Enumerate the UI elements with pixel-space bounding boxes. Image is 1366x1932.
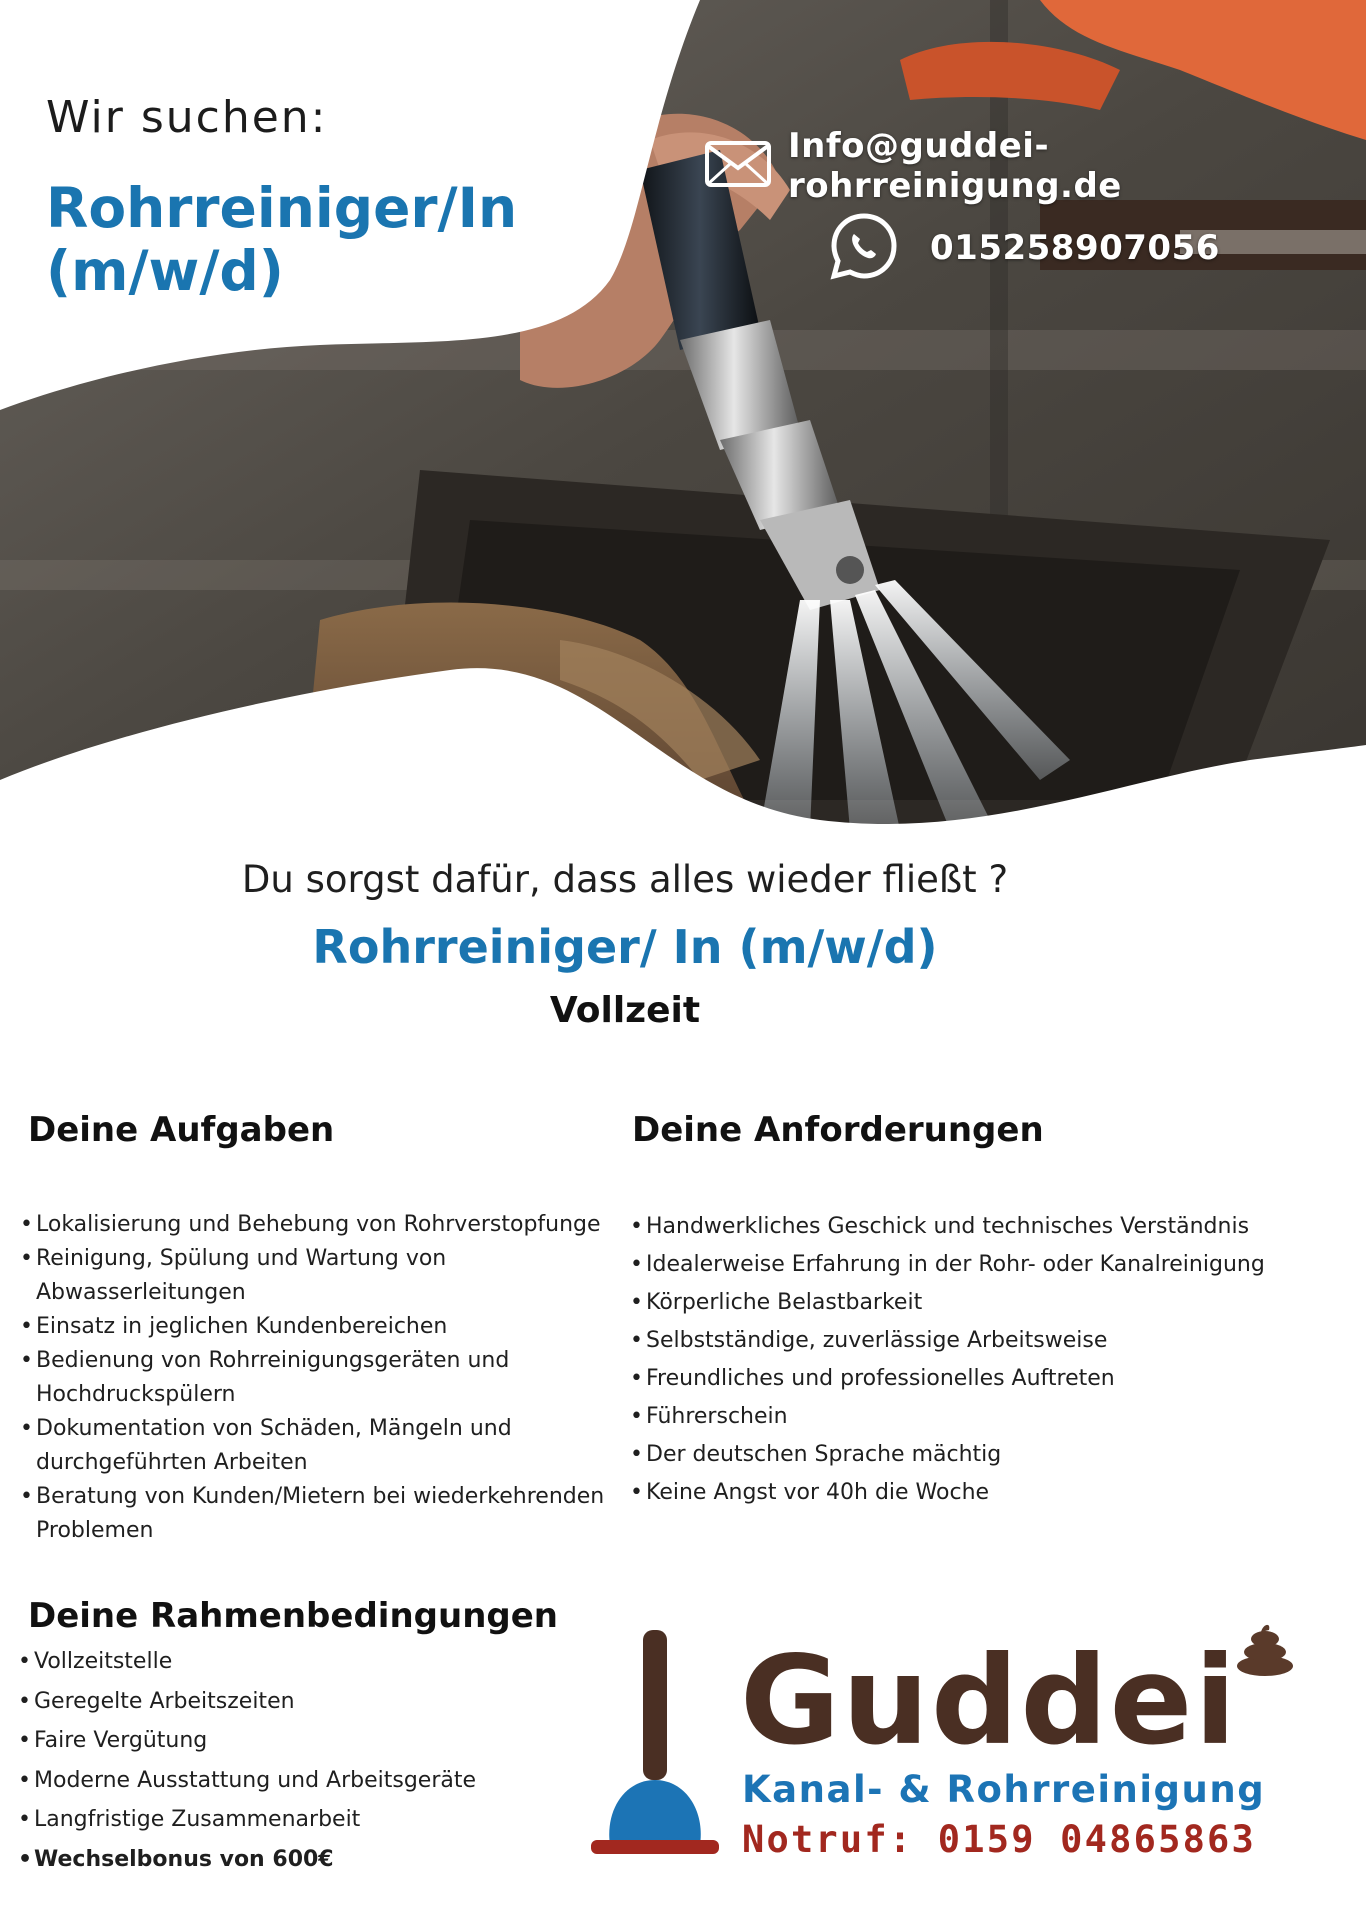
email-row[interactable] <box>704 126 1366 206</box>
condition-item: • Moderne Ausstattung und Arbeitsgeräte <box>18 1761 578 1801</box>
conditions-heading: Deine Rahmenbedingungen <box>28 1596 559 1636</box>
task-item: • Dokumentation von Schäden, Mängeln und durchgeführten Arbeiten <box>20 1412 620 1480</box>
employment-type: Vollzeit <box>549 990 701 1031</box>
job-title: Rohrreiniger/ In (m/w/d) <box>312 920 938 974</box>
we-search-label: Wir suchen: <box>46 92 328 143</box>
task-item: • Lokalisierung und Behebung von Rohrverstopfunge <box>20 1208 620 1242</box>
requirement-item: • Führerschein <box>630 1398 1350 1436</box>
logo-tagline: Kanal- & Rohrreinigung <box>742 1768 1266 1811</box>
company-logo <box>585 1620 1305 1860</box>
task-item: • Einsatz in jeglichen Kundenbereichen <box>20 1310 620 1344</box>
hero-headline <box>46 92 606 304</box>
logo-name: Guddei <box>740 1630 1239 1772</box>
phone-row[interactable] <box>828 208 1366 288</box>
poop-icon <box>1235 1620 1295 1680</box>
requirement-item: • Idealerweise Erfahrung in der Rohr- oder Kanalreinigung <box>630 1246 1350 1284</box>
task-item: • Reinigung, Spülung und Wartung von Abwasserleitungen <box>20 1242 620 1310</box>
condition-item-bonus: • Wechselbonus von 600€ <box>18 1840 578 1880</box>
phone-number[interactable]: 015258907056 <box>930 228 1220 268</box>
envelope-icon <box>704 140 772 192</box>
condition-item: • Geregelte Arbeitszeiten <box>18 1682 578 1722</box>
requirement-item: • Handwerkliches Geschick und technisches Verständnis <box>630 1208 1350 1246</box>
requirement-item: • Keine Angst vor 40h die Woche <box>630 1474 1350 1512</box>
requirements-list <box>630 1208 1350 1512</box>
requirement-item: • Selbstständige, zuverlässige Arbeitsweise <box>630 1322 1350 1360</box>
requirements-heading: Deine Anforderungen <box>632 1110 1044 1150</box>
email-address[interactable]: Info@guddei-rohrreinigung.de <box>788 126 1122 206</box>
conditions-list <box>18 1642 578 1879</box>
task-item: • Bedienung von Rohrreinigungsgeräten und Hochdruckspülern <box>20 1344 620 1412</box>
tasks-heading: Deine Aufgaben <box>28 1110 335 1150</box>
requirement-item: • Der deutschen Sprache mächtig <box>630 1436 1350 1474</box>
requirement-item: • Freundliches und professionelles Auftreten <box>630 1360 1350 1398</box>
task-item: • Beratung von Kunden/Mietern bei wiederkehrenden Problemen <box>20 1480 620 1548</box>
job-question: Du sorgst dafür, dass alles wieder fließt ? <box>241 858 1009 901</box>
hero-title: Rohrreiniger/In (m/w/d) <box>46 176 518 304</box>
condition-item: • Vollzeitstelle <box>18 1642 578 1682</box>
emergency-number[interactable]: Notruf: 0159 04865863 <box>742 1818 1256 1861</box>
tasks-list <box>20 1208 620 1548</box>
whatsapp-icon <box>828 210 900 286</box>
requirement-item: • Körperliche Belastbarkeit <box>630 1284 1350 1322</box>
plunger-icon <box>585 1630 725 1864</box>
contact-block <box>704 126 1366 288</box>
condition-item: • Langfristige Zusammenarbeit <box>18 1800 578 1840</box>
condition-item: • Faire Vergütung <box>18 1721 578 1761</box>
